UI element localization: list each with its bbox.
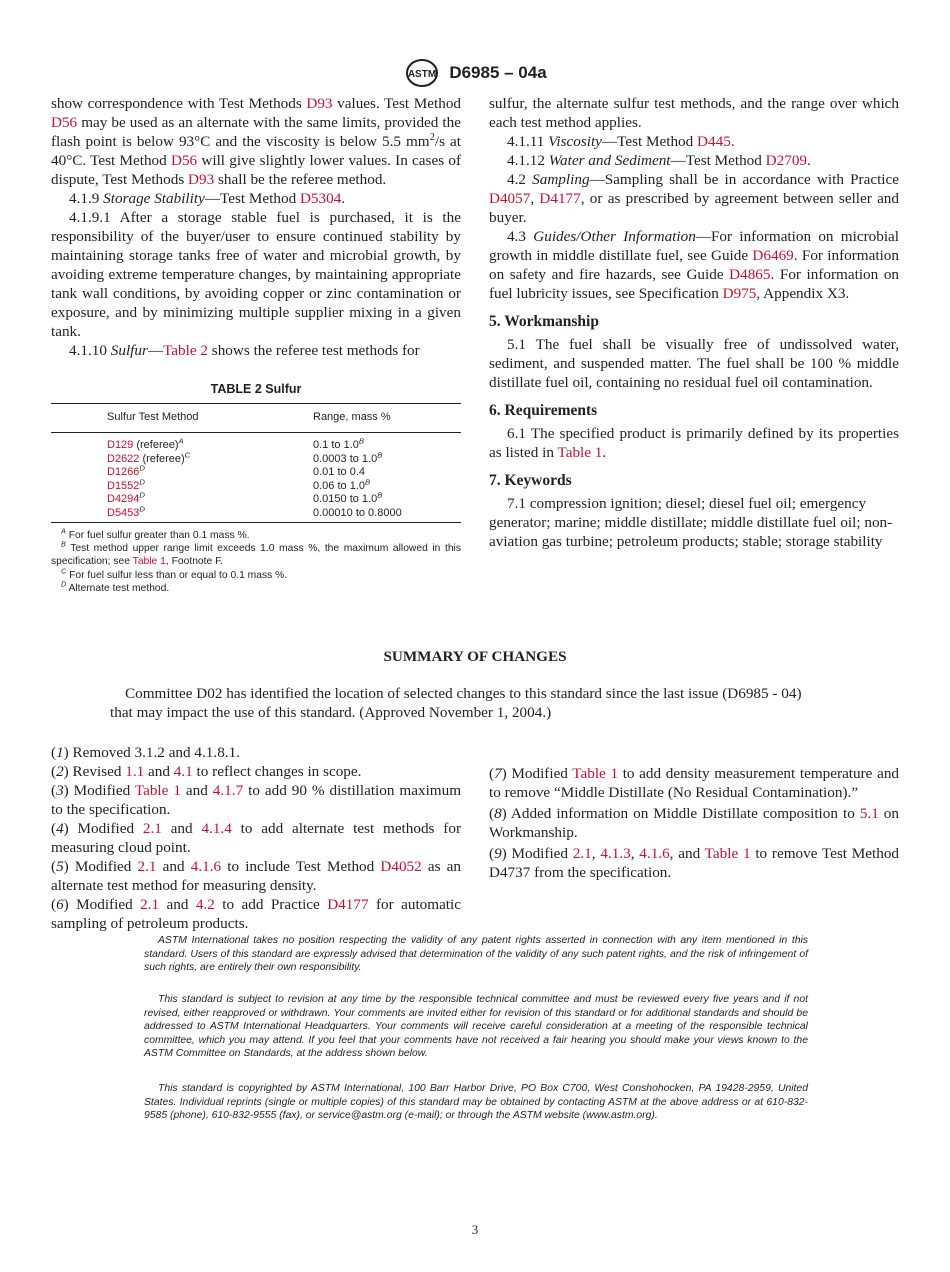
section-6-heading: 6. Requirements — [489, 402, 598, 419]
svg-text:ASTM: ASTM — [408, 69, 437, 80]
section-4-1-11: 4.1.11 Viscosity—Test Method D445. — [507, 133, 735, 150]
d4865-link[interactable]: D4865 — [729, 266, 771, 283]
change-item: (9) Modified 2.1, 4.1.3, 4.1.6, and Table 1 to remove Test Method D4737 from the specification. — [489, 845, 900, 881]
change-item: (5) Modified 2.1 and 4.1.6 to include Test Method D4052 as an alternate test method for measuring density. — [51, 858, 461, 894]
d4052-link[interactable]: D4052 — [380, 858, 422, 875]
d6469-link[interactable]: D6469 — [752, 247, 794, 264]
page-number: 3 — [471, 1222, 479, 1237]
d2622-link[interactable]: D2622 — [107, 452, 140, 465]
d445-link[interactable]: D445 — [697, 133, 731, 150]
footnote-b: $^B$ Test method upper range limit exceeds 1.0 mass %, the maximum allowed in this specification; see Table 1, Footnote F. — [51, 539, 461, 568]
flash-point-paragraph: show correspondence with Test Methods D93 values. Test Method D56 may be used as an alternate with the same limits, provided the flash point is below 93°C and the viscosity is below 5.5 $mm^2/s$ at 40°C. Test Method D56 will give slightly lower values. In cases of dispute, Test Methods D93 shall be the referee method. — [51, 95, 462, 188]
section-7-1: 7.1 compression ignition; diesel; diesel fuel oil; emergency generator; marine; middle distillate; middle distillate fuel oil; non-aviation gas turbine; petroleum products; stable; storage stability — [489, 495, 893, 550]
change-item: (8) Added information on Middle Distillate composition to 5.1 on Workmanship. — [489, 805, 899, 841]
right-column — [489, 94, 899, 551]
change-item: (2) Revised 1.1 and 4.1 to reflect changes in scope. — [51, 763, 362, 780]
section-5-1: 5.1 The fuel shall be visually free of undissolved water, sediment, and suspended matter. The fuel shall be 100 % middle distillate fuel oil, containing no residual fuel oil contamination. — [489, 336, 899, 391]
section-4-1-6-link[interactable]: 4.1.6 — [190, 858, 222, 875]
section-4-1-6-link[interactable]: 4.1.6 — [639, 845, 670, 862]
page-header — [0, 58, 950, 88]
d1266-link[interactable]: D1266 — [107, 466, 140, 478]
revision-notice: This standard is subject to revision at any time by the responsible technical committee and must be reviewed every five years and if not revised, either reapproved or withdrawn. Your comments are invited either for revision of this standard or for additional standards and should be addressed to ASTM International Headquarters. Your comments will receive careful consideration at a meeting of the responsible technical committee, which you may attend. If you feel that your comments have not received a fair hearing you should make your views known to the ASTM Committee on Standards, at the address shown below. — [144, 994, 808, 1060]
d5453-link[interactable]: D5453 — [107, 506, 140, 519]
d4057-link[interactable]: D4057 — [489, 190, 531, 207]
change-item: (7) Modified Table 1 to add density measurement temperature and to remove “Middle Distillate (No Residual Contamination).” — [489, 765, 900, 801]
section-4-1-3-link[interactable]: 4.1.3 — [600, 845, 631, 862]
section-7-heading: 7. Keywords — [489, 472, 572, 489]
d975-link[interactable]: D975 — [722, 285, 757, 302]
summary-title: SUMMARY OF CHANGES — [383, 648, 567, 665]
section-4-2: 4.2 Sampling—Sampling shall be in accordance with Practice D4057, D4177, or as prescribed by agreement between seller and buyer. — [489, 171, 899, 226]
section-2-1-link[interactable]: 2.1 — [572, 845, 592, 862]
change-item: (3) Modified Table 1 and 4.1.7 to add 90 % distillation maximum to the specification. — [51, 782, 462, 818]
designation-title: D6985 – 04a — [449, 63, 547, 82]
changes-right-column — [489, 743, 899, 884]
section-4-2-link[interactable]: 4.2 — [195, 896, 215, 913]
table-header-range: Range, mass % — [313, 404, 461, 433]
table-row: $D1552^D$ 0.06 to $1.0^B$ — [107, 476, 371, 492]
footnote-a: $^A$ For fuel sulfur greater than 0.1 mass %. — [61, 526, 250, 541]
d129-link[interactable]: D129 — [107, 439, 134, 451]
table-1-link[interactable]: Table 1 — [557, 444, 603, 461]
table-row: D129 (referee)$^A$ 0.1 to $1.0^B$ — [107, 436, 365, 451]
d56-link[interactable]: D56 — [51, 114, 78, 131]
section-4-1-9-1: 4.1.9.1 After a storage stable fuel is purchased, it is the responsibility of the buyer/user to ensure continued stability by maintaining storage tanks free of water and microbial growth, by avoiding extreme temperature changes, by maintaining appropriate tank wall conditions, by avoiding copper or zinc contamination or exposure, and by minimizing multiple supplier mixing in a given tank. — [51, 209, 461, 340]
table-2-link[interactable]: Table 2 — [163, 342, 208, 359]
section-5-1-link[interactable]: 5.1 — [859, 805, 879, 822]
section-5-heading: 5. Workmanship — [489, 313, 599, 330]
section-4-3: 4.3 Guides/Other Information—For information on microbial growth in middle distillate fuel, see Guide D6469. For information on safety and fire hazards, see Guide D4865. For information on fuel lubricity issues, see Specification D975, Appendix X3. — [489, 228, 900, 302]
table-row: $D1266^D$ 0.01 to 0.4 — [107, 463, 365, 478]
footnote-c: $^C$ For fuel sulfur less than or equal to 0.1 mass %. — [61, 566, 288, 581]
table-footnotes — [51, 526, 461, 595]
table-row: $D5453^D$ 0.00010 to 0.8000 — [51, 507, 461, 523]
table-row: D2622 (referee)$^C$ 0.0003 to $1.0^B$ — [107, 449, 383, 465]
section-4-1-4-link[interactable]: 4.1.4 — [201, 820, 232, 837]
section-4-1-9: 4.1.9 Storage Stability—Test Method D5304. — [69, 190, 346, 207]
table-row: $D4294^D$ 0.0150 to $1.0^B$ — [107, 490, 383, 505]
left-column — [51, 94, 461, 595]
changes-left-column — [51, 743, 461, 933]
copyright-notice: This standard is copyrighted by ASTM International, 100 Barr Harbor Drive, PO Box C700, West Conshohocken, PA 19428-2959, United States. Individual reprints (single or multiple copies) of this standard may be obtained by contacting ASTM at the above address or at 610-832-9585 (phone), 610-832-9555 (fax), or service@astm.org (e-mail); or through the ASTM website (www.astm.org). — [144, 1083, 808, 1122]
footnote-d: $^D$ Alternate test method. — [61, 579, 170, 594]
section-4-1-7-link[interactable]: 4.1.7 — [212, 782, 244, 799]
summary-intro: Committee D02 has identified the location of selected changes to this standard since the last issue (D6985 - 04) that may impact the use of this standard. (Approved November 1, 2004.) — [110, 685, 802, 721]
astm-logo-icon — [403, 58, 441, 88]
table-2-caption: TABLE 2 Sulfur — [210, 382, 302, 396]
d4177-link[interactable]: D4177 — [539, 190, 581, 207]
table-1-link[interactable]: Table 1 — [572, 765, 619, 782]
table-header-method: Sulfur Test Method — [51, 404, 313, 433]
change-item: (4) Modified 2.1 and 4.1.4 to add alternate test methods for measuring cloud point. — [51, 820, 461, 856]
section-6-1: 6.1 The specified product is primarily defined by its properties as listed in Table 1. — [489, 425, 899, 461]
section-2-1-link[interactable]: 2.1 — [142, 820, 162, 837]
section-2-1-link[interactable]: 2.1 — [140, 896, 160, 913]
d93-link[interactable]: D93 — [188, 171, 215, 188]
section-4-1-link[interactable]: 4.1 — [173, 763, 193, 780]
d2709-link[interactable]: D2709 — [765, 152, 808, 169]
d93-link[interactable]: D93 — [306, 95, 333, 112]
table-1-link[interactable]: Table 1 — [132, 556, 166, 568]
sulfur-continued: sulfur, the alternate sulfur test methods, and the range over which each test method applies. — [489, 95, 899, 131]
change-item: (1) Removed 3.1.2 and 4.1.8.1. — [51, 744, 240, 761]
change-6-continuation-spacer — [489, 743, 899, 762]
patent-notice: ASTM International takes no position respecting the validity of any patent rights asserted in connection with any item mentioned in this standard. Users of this standard are expressly advised that determination of the validity of any such patent rights, and the risk of infringement of such rights, are entirely their own responsibility. — [144, 935, 808, 974]
change-item: (6) Modified 2.1 and 4.2 to add Practice D4177 for automatic sampling of petroleum products. — [51, 896, 461, 932]
d4177-link[interactable]: D4177 — [327, 896, 369, 913]
table-1-link[interactable]: Table 1 — [134, 782, 181, 799]
d56-link[interactable]: D56 — [171, 152, 198, 169]
d5304-link[interactable]: D5304 — [299, 190, 342, 207]
d1552-link[interactable]: D1552 — [107, 479, 140, 492]
sulfur-table — [51, 403, 461, 523]
section-2-1-link[interactable]: 2.1 — [137, 858, 157, 875]
d4294-link[interactable]: D4294 — [107, 493, 140, 505]
table-1-link[interactable]: Table 1 — [704, 845, 751, 862]
section-4-1-10: 4.1.10 Sulfur—Table 2 shows the referee test methods for — [69, 342, 420, 359]
section-1-1-link[interactable]: 1.1 — [125, 763, 145, 780]
section-4-1-12: 4.1.12 Water and Sediment—Test Method D2709. — [507, 152, 811, 169]
